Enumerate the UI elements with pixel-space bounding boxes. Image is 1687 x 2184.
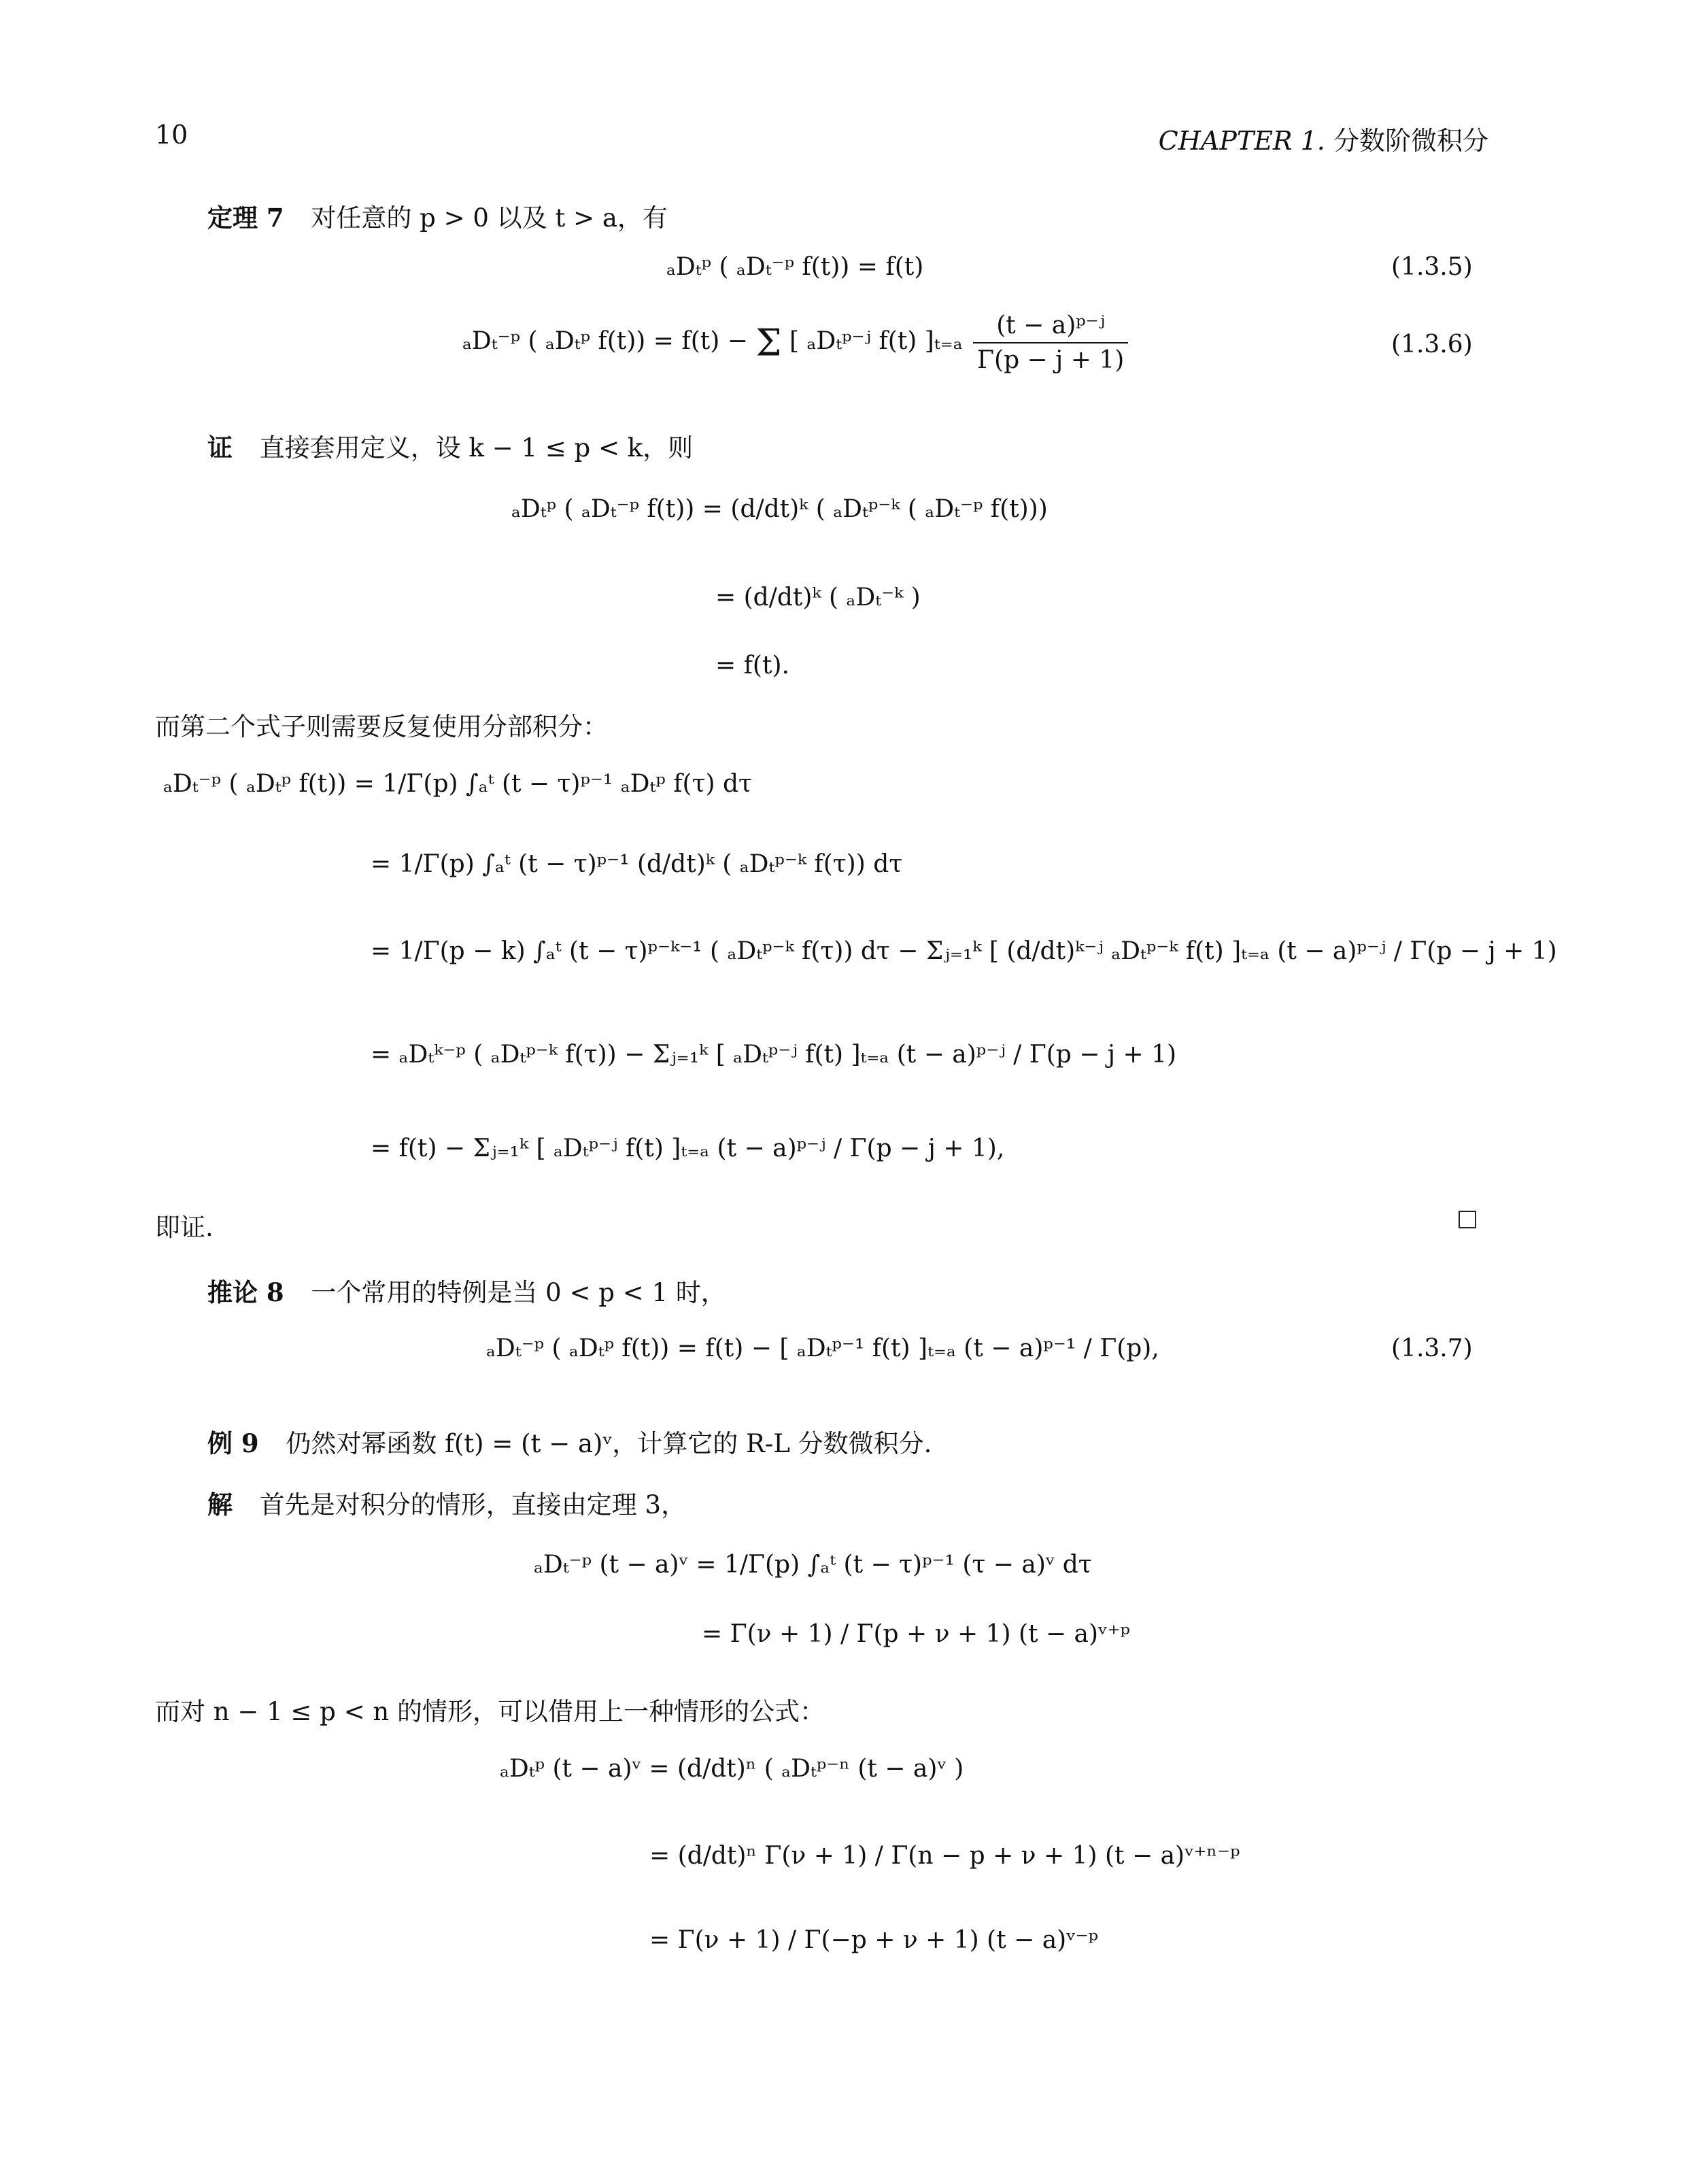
proof-eq-line3: = f(t).: [715, 652, 789, 679]
equation-number: (1.3.6): [1391, 331, 1473, 358]
solution-eq-line4: = (d/dt)ⁿ Γ(ν + 1) / Γ(n − p + ν + 1) (t − a)ᵛ⁺ⁿ⁻ᵖ: [649, 1842, 1240, 1870]
equation-1-3-6: [462, 312, 1131, 374]
proof-deriv-line1: ₐDₜ⁻ᵖ ( ₐDₜᵖ f(t)) = 1/Γ(p) ∫ₐᵗ (t − τ)ᵖ⁻¹ ₐDₜᵖ f(τ) dτ: [163, 770, 752, 798]
theorem-7: [207, 197, 668, 234]
proof-second-part: 而第二个式子则需要反复使用分部积分：: [155, 712, 608, 741]
solution-then: 而对 n − 1 ≤ p < n 的情形，可以借用上一种情形的公式：: [155, 1697, 825, 1726]
eq-fraction: [973, 312, 1128, 374]
theorem-text: 对任意的 p > 0 以及 t > a，有: [311, 203, 668, 233]
solution-text: 首先是对积分的情形，直接由定理 3，: [259, 1490, 687, 1519]
equation-number: (1.3.5): [1391, 253, 1473, 281]
sum-symbol: Σ: [755, 321, 782, 365]
proof-end: 即证.: [155, 1213, 214, 1242]
proof-deriv-line2: = 1/Γ(p) ∫ₐᵗ (t − τ)ᵖ⁻¹ (d/dt)ᵏ ( ₐDₜᵖ⁻ᵏ f(τ)) dτ: [371, 850, 903, 878]
proof-deriv-line4: = ₐDₜᵏ⁻ᵖ ( ₐDₜᵖ⁻ᵏ f(τ)) − Σⱼ₌₁ᵏ [ ₐDₜᵖ⁻ʲ f(t) ]ₜ₌ₐ (t − a)ᵖ⁻ʲ / Γ(p − j + 1): [371, 1041, 1177, 1069]
frac-denominator: Γ(p − j + 1): [977, 346, 1125, 374]
eq-bracket: [ ₐDₜᵖ⁻ʲ f(t) ]ₜ₌ₐ: [789, 327, 963, 355]
example-label: 例 9: [207, 1428, 259, 1458]
chapter-label: CHAPTER 1.: [1158, 126, 1325, 156]
solution-eq-line1: ₐDₜ⁻ᵖ (t − a)ᵛ = 1/Γ(p) ∫ₐᵗ (t − τ)ᵖ⁻¹ (τ − a)ᵛ dτ: [534, 1551, 1092, 1579]
solution-label: 解: [207, 1490, 233, 1519]
eq-lhs: ₐDₜ⁻ᵖ ( ₐDₜᵖ f(t)) = f(t) −: [462, 327, 748, 355]
theorem-label: 定理 7: [207, 203, 284, 233]
proof-label: 证: [207, 433, 233, 463]
solution-eq-line5: = Γ(ν + 1) / Γ(−p + ν + 1) (t − a)ᵛ⁻ᵖ: [649, 1926, 1099, 1954]
solution-eq-line2: = Γ(ν + 1) / Γ(p + ν + 1) (t − a)ᵛ⁺ᵖ: [702, 1620, 1130, 1648]
example-text: 仍然对幂函数 f(t) = (t − a)ᵛ，计算它的 R-L 分数微积分.: [286, 1429, 932, 1458]
corollary-8: [207, 1272, 726, 1309]
page-number: 10: [155, 120, 188, 150]
qed-box: [1459, 1211, 1476, 1228]
frac-numerator: (t − a)ᵖ⁻ʲ: [973, 312, 1128, 343]
proof-intro: [207, 427, 693, 464]
proof-deriv-line3: = 1/Γ(p − k) ∫ₐᵗ (t − τ)ᵖ⁻ᵏ⁻¹ ( ₐDₜᵖ⁻ᵏ f(τ)) dτ − Σⱼ₌₁ᵏ [ (d/dt)ᵏ⁻ʲ ₐDₜᵖ⁻ᵏ f(t) ]ₜ₌ₐ (t − a)ᵖ⁻ʲ / Γ(p − j + 1): [371, 937, 1557, 965]
proof-deriv-line5: = f(t) − Σⱼ₌₁ᵏ [ ₐDₜᵖ⁻ʲ f(t) ]ₜ₌ₐ (t − a)ᵖ⁻ʲ / Γ(p − j + 1),: [371, 1135, 1005, 1162]
proof-eq-line1: ₐDₜᵖ ( ₐDₜ⁻ᵖ f(t)) = (d/dt)ᵏ ( ₐDₜᵖ⁻ᵏ ( ₐDₜ⁻ᵖ f(t))): [511, 495, 1048, 523]
solution-eq-line3: ₐDₜᵖ (t − a)ᵛ = (d/dt)ⁿ ( ₐDₜᵖ⁻ⁿ (t − a)ᵛ ): [500, 1755, 964, 1783]
proof-text: 直接套用定义，设 k − 1 ≤ p < k，则: [259, 433, 694, 463]
example-9: [207, 1423, 932, 1460]
corollary-text: 一个常用的特例是当 0 < p < 1 时，: [311, 1278, 726, 1307]
chapter-title: 分数阶微积分: [1333, 126, 1488, 156]
equation-1-3-7: ₐDₜ⁻ᵖ ( ₐDₜᵖ f(t)) = f(t) − [ ₐDₜᵖ⁻¹ f(t) ]ₜ₌ₐ (t − a)ᵖ⁻¹ / Γ(p),: [486, 1334, 1159, 1362]
equation-1-3-5: ₐDₜᵖ ( ₐDₜ⁻ᵖ f(t)) = f(t): [666, 253, 924, 281]
corollary-label: 推论 8: [207, 1277, 284, 1307]
equation-number: (1.3.7): [1391, 1334, 1473, 1362]
running-header: [1159, 120, 1488, 157]
solution-intro: [207, 1484, 686, 1521]
proof-eq-line2: = (d/dt)ᵏ ( ₐDₜ⁻ᵏ ): [715, 584, 921, 611]
